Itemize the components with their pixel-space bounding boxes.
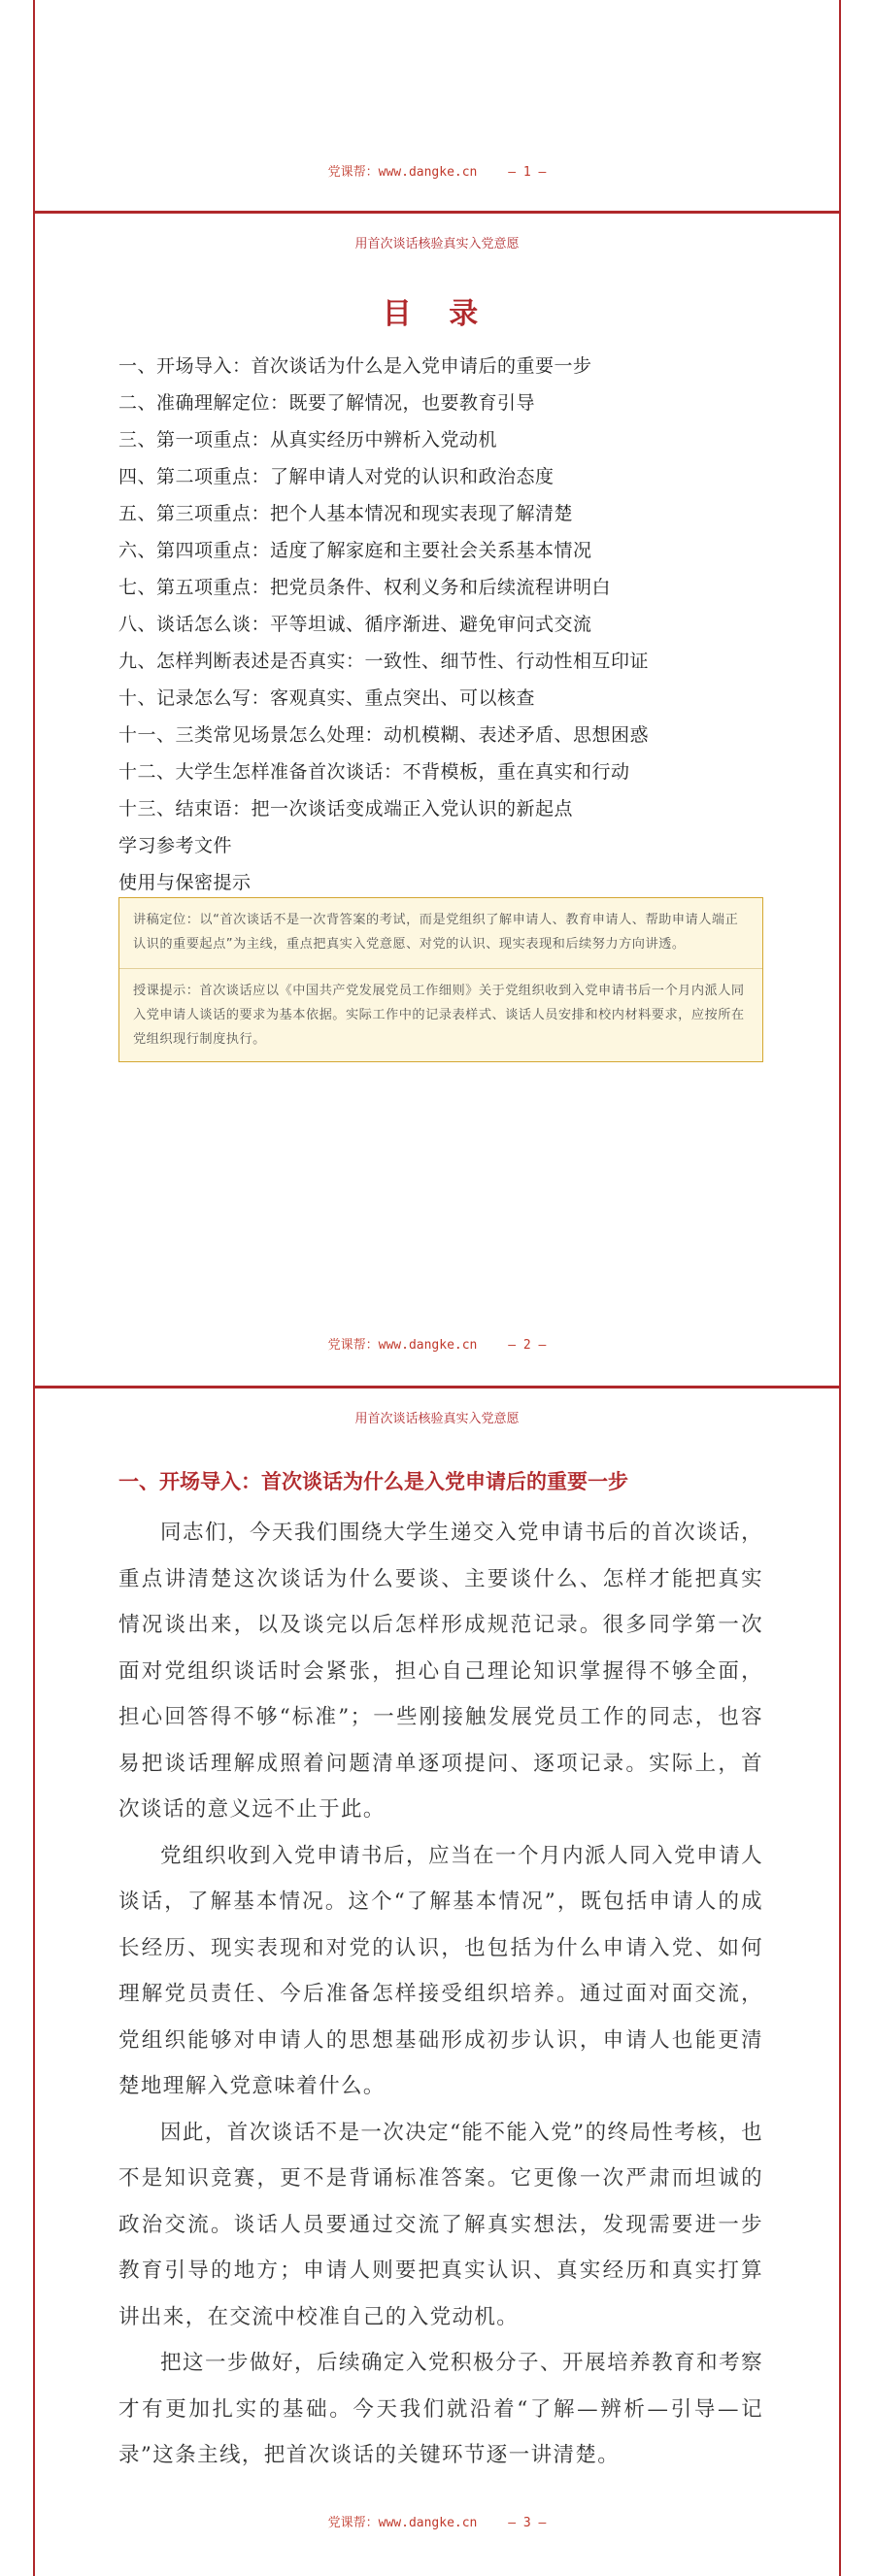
note-divider <box>119 968 762 969</box>
toc-list <box>118 348 649 901</box>
page-2 <box>33 214 841 1387</box>
toc-item: 八、谈话怎么谈：平等坦诚、循序渐进、避免审问式交流 <box>118 614 592 635</box>
paragraph: 把这一步做好，后续确定入党积极分子、开展培养教育和考察才有更加扎实的基础。今天我们就沿着“了解—辨析—引导—记录”这条主线，把首次谈话的关键环节逐一讲清楚。 <box>118 2351 763 2467</box>
toc-item: 十一、三类常见场景怎么处理：动机模糊、表述矛盾、思想困惑 <box>118 724 650 746</box>
running-header: 用首次谈话核验真实入党意愿 <box>354 1412 520 1426</box>
note-box <box>118 897 763 1062</box>
footer-site: 党课帮：www.dangke.cn <box>327 1338 478 1353</box>
toc-item: 十、记录怎么写：客观真实、重点突出、可以核查 <box>118 687 536 709</box>
toc-item: 三、第一项重点：从真实经历中辨析入党动机 <box>118 429 498 451</box>
note-teaching-tip: 授课提示：首次谈话应以《中国共产党发展党员工作细则》关于党组织收到入党申请书后一个月内派人同入党申请人谈话的要求为基本依据。实际工作中的记录表样式、谈话人员安排和校内材料要求，应按所在党组织现行制度执行。 <box>133 984 745 1047</box>
note-positioning: 讲稿定位：以“首次谈话不是一次背答案的考试，而是党组织了解申请人、教育申请人、帮助申请人端正认识的重要起点”为主线，重点把真实入党意愿、对党的认识、现实表现和后续努力方向讲透。 <box>133 913 739 952</box>
section-heading: 一、开场导入：首次谈话为什么是入党申请后的重要一步 <box>118 1470 628 1493</box>
footer-site: 党课帮：www.dangke.cn <box>327 165 478 180</box>
paragraph: 同志们，今天我们围绕大学生递交入党申请书后的首次谈话，重点讲清楚这次谈话为什么要谈、主要谈什么、怎样才能把真实情况谈出来，以及谈完以后怎样形成规范记录。很多同学第一次面对党组织谈话时会紧张，担心自己理论知识掌握得不够全面，担心回答得不够“标准”；一些刚接触发展党员工作的同志，也容易把谈话理解成照着问题清单逐项提问、逐项记录。实际上，首次谈话的意义远不止于此。 <box>118 1521 763 1822</box>
toc-item: 十三、结束语：把一次谈话变成端正入党认识的新起点 <box>118 798 574 820</box>
page-3 <box>33 1388 841 2576</box>
footer-site: 党课帮：www.dangke.cn <box>327 2516 478 2530</box>
page-footer <box>35 2512 839 2530</box>
toc-item: 九、怎样判断表述是否真实：一致性、细节性、行动性相互印证 <box>118 651 650 672</box>
footer-page-number: — 1 — <box>508 165 547 180</box>
footer-page-number: — 3 — <box>508 2516 547 2530</box>
toc-title: 目 录 <box>382 297 492 331</box>
paragraph: 因此，首次谈话不是一次决定“能不能入党”的终局性考核，也不是知识竞赛，更不是背诵标准答案。它更像一次严肃而坦诚的政治交流。谈话人员要通过交流了解真实想法，发现需要进一步教育引导的地方；申请人则要把真实认识、真实经历和真实打算讲出来，在交流中校准自己的入党动机。 <box>118 2120 763 2329</box>
toc-item: 五、第三项重点：把个人基本情况和现实表现了解清楚 <box>118 503 574 524</box>
toc-item: 一、开场导入：首次谈话为什么是入党申请后的重要一步 <box>118 355 592 377</box>
toc-item: 四、第二项重点：了解申请人对党的认识和政治态度 <box>118 466 555 487</box>
toc-item: 使用与保密提示 <box>118 872 252 893</box>
running-header: 用首次谈话核验真实入党意愿 <box>354 237 520 251</box>
page-footer <box>35 161 839 180</box>
page-footer <box>35 1334 839 1353</box>
footer-page-number: — 2 — <box>508 1338 547 1353</box>
body-text <box>118 1510 763 2479</box>
toc-item: 二、准确理解定位：既要了解情况，也要教育引导 <box>118 392 536 414</box>
toc-item: 六、第四项重点：适度了解家庭和主要社会关系基本情况 <box>118 540 592 561</box>
toc-item: 学习参考文件 <box>118 835 233 856</box>
toc-item: 七、第五项重点：把党员条件、权利义务和后续流程讲明白 <box>118 577 612 598</box>
paragraph: 党组织收到入党申请书后，应当在一个月内派人同入党申请人谈话，了解基本情况。这个“了解基本情况”，既包括申请人的成长经历、现实表现和对党的认识，也包括为什么申请入党、如何理解党员责任、今后准备怎样接受组织培养。通过面对面交流，党组织能够对申请人的思想基础形成初步认识，申请人也能更清楚地理解入党意味着什么。 <box>118 1843 763 2098</box>
toc-item: 十二、大学生怎样准备首次谈话：不背模板，重在真实和行动 <box>118 761 630 783</box>
page-1 <box>33 0 841 212</box>
